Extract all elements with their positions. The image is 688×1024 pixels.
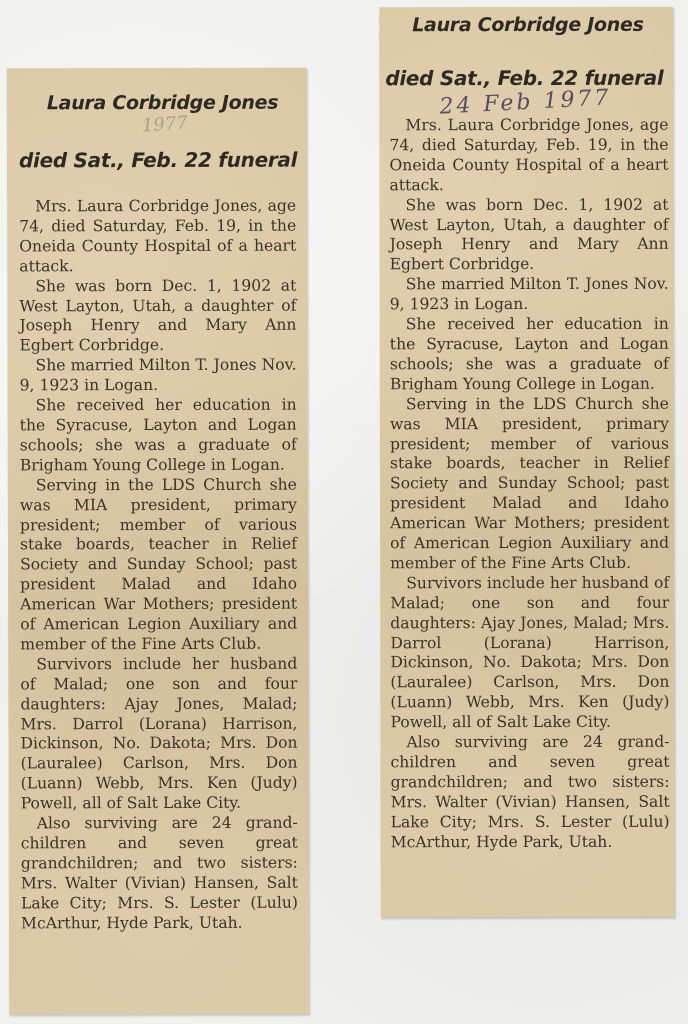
- paragraph-birth: She was born Dec. 1, 1902 at West Layton, Utah, a daughter of Joseph Henry and Mary Ann Egbert Corbridge.: [19, 276, 297, 355]
- headline-name: Laura Corbridge Jones: [412, 13, 644, 37]
- handwritten-year-note: 1977: [141, 112, 189, 137]
- paragraph-marriage: She married Milton T. Jones Nov. 9, 1923 in Logan.: [19, 355, 297, 395]
- headline-subtitle: died Sat., Feb. 22 funeral: [385, 65, 664, 91]
- obituary-clipping-left: [7, 68, 309, 1015]
- paragraph-service: Serving in the LDS Church she was MIA president, primary president; member of various stake boards, teacher in Relief Society and Sunday School; past president Malad and Idaho American War Mothers; president of American Legion Auxiliary and member of the Fine Arts Club.: [389, 394, 670, 573]
- paragraph-death-notice: Mrs. Laura Corbridge Jones, age 74, died Saturday, Feb. 19, in the Oneida County Hospital of a heart attack.: [19, 196, 297, 276]
- paragraph-education: She received her education in the Syracuse, Layton and Logan schools; she was a graduate of Brigham Young College in Logan.: [389, 314, 669, 394]
- paragraph-survivors: Survivors include her husband of Malad; one son and four daughters: Ajay Jones, Malad; Mrs. Darrol (Lorana) Harrison, Dickinson, No. Dakota; Mrs. Don (Lauralee) Carlson, Mrs. Don (Luann) Webb, Mrs. Ken (Judy) Powell, all of Salt Lake City.: [20, 654, 298, 813]
- headline-subtitle: died Sat., Feb. 22 funeral: [18, 147, 298, 173]
- headline-name: Laura Corbridge Jones: [46, 91, 279, 115]
- obituary-body: [389, 116, 669, 853]
- obituary-clipping-right: [379, 7, 675, 918]
- obituary-body: [19, 197, 298, 934]
- paragraph-also-surviving: Also surviving are 24 grand-children and seven great grandchildren; and two sisters: Mrs. Walter (Vivian) Hansen, Salt Lake City; Mrs. S. Lester (Lulu) McArthur, Hyde Park, Utah.: [390, 732, 670, 851]
- paragraph-service: Serving in the LDS Church she was MIA president, primary president; member of various stake boards, teacher in Relief Society and Sunday School; past president Malad and Idaho American War Mothers; president of American Legion Auxiliary and member of the Fine Arts Club.: [19, 475, 298, 654]
- paragraph-education: She received her education in the Syracuse, Layton and Logan schools; she was a graduate of Brigham Young College in Logan.: [19, 395, 297, 475]
- paragraph-birth: She was born Dec. 1, 1902 at West Layton, Utah, a daughter of Joseph Henry and Mary Ann Egbert Corbridge.: [389, 195, 669, 274]
- paragraph-marriage: She married Milton T. Jones Nov. 9, 1923 in Logan.: [389, 275, 669, 314]
- handwritten-date-note: 24 Feb 1977: [438, 85, 613, 120]
- paragraph-also-surviving: Also surviving are 24 grand-children and seven great grandchildren; and two sisters: Mrs. Walter (Vivian) Hansen, Salt Lake City; Mrs. S. Lester (Lulu) McArthur, Hyde Park, Utah.: [20, 813, 298, 932]
- paragraph-survivors: Survivors include her husband of Malad; one son and four daughters: Ajay Jones, Malad; Mrs. Darrol (Lorana) Harrison, Dickinson, No. Dakota; Mrs. Don (Lauralee) Carlson, Mrs. Don (Luann) Webb, Mrs. Ken (Judy) Powell, all of Salt Lake City.: [390, 573, 670, 732]
- paragraph-death-notice: Mrs. Laura Corbridge Jones, age 74, died Saturday, Feb. 19, in the Oneida County Hospital of a heart attack.: [389, 115, 669, 194]
